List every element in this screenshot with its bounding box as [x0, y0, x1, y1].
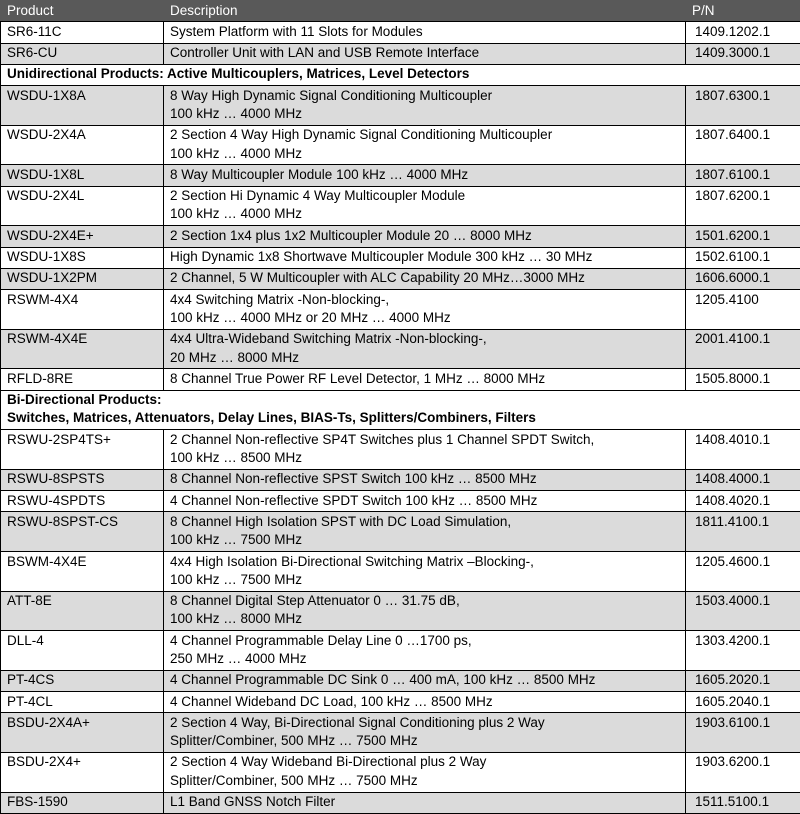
description-cell — [164, 247, 686, 268]
description-cell — [164, 125, 686, 165]
pn-cell: 1903.6200.1 — [686, 752, 800, 792]
table-body — [1, 22, 800, 814]
table-row — [1, 226, 800, 247]
table-row — [1, 552, 800, 592]
description-line: Switches, Matrices, Attenuators, Delay Lines, BIAS-Ts, Splitters/Combiners, Filters — [7, 409, 794, 427]
product-cell: WSDU-1X8S — [1, 247, 164, 268]
table-row — [1, 430, 800, 470]
table-row — [1, 43, 800, 64]
description-cell — [164, 268, 686, 289]
product-cell: WSDU-1X8A — [1, 86, 164, 126]
description-line: Splitter/Combiner, 500 MHz … 7500 MHz — [170, 772, 679, 790]
product-cell: WSDU-1X8L — [1, 165, 164, 186]
section-header-label — [1, 64, 800, 85]
description-line: 100 kHz … 4000 MHz — [170, 205, 679, 223]
table-row — [1, 469, 800, 490]
description-line: 2 Section 4 Way Wideband Bi-Directional plus 2 Way — [170, 753, 679, 771]
description-line: 8 Way Multicoupler Module 100 kHz … 4000 MHz — [170, 166, 679, 184]
table-row — [1, 369, 800, 390]
table-row — [1, 491, 800, 512]
product-cell: DLL-4 — [1, 631, 164, 671]
product-cell: BSDU-2X4A+ — [1, 713, 164, 753]
description-cell — [164, 86, 686, 126]
product-cell: ATT-8E — [1, 591, 164, 631]
pn-cell: 1408.4020.1 — [686, 491, 800, 512]
description-line: System Platform with 11 Slots for Modules — [170, 23, 679, 41]
pn-cell: 1408.4010.1 — [686, 430, 800, 470]
description-line: Unidirectional Products: Active Multicouplers, Matrices, Level Detectors — [7, 65, 794, 83]
pn-cell: 1409.1202.1 — [686, 22, 800, 43]
product-cell: PT-4CS — [1, 670, 164, 691]
description-cell — [164, 226, 686, 247]
product-cell: BSDU-2X4+ — [1, 752, 164, 792]
product-cell: PT-4CL — [1, 692, 164, 713]
table-row — [1, 512, 800, 552]
table-row — [1, 591, 800, 631]
product-cell: WSDU-2X4E+ — [1, 226, 164, 247]
description-cell — [164, 692, 686, 713]
pn-cell: 1807.6100.1 — [686, 165, 800, 186]
description-line: 8 Channel Digital Step Attenuator 0 … 31.75 dB, — [170, 592, 679, 610]
description-line: 2 Section 4 Way High Dynamic Signal Conditioning Multicoupler — [170, 126, 679, 144]
column-header-pn: P/N — [686, 1, 800, 22]
description-cell — [164, 469, 686, 490]
description-line: 2 Channel Non-reflective SP4T Switches plus 1 Channel SPDT Switch, — [170, 431, 679, 449]
table-row — [1, 329, 800, 369]
description-cell — [164, 290, 686, 330]
description-line: 4x4 Ultra-Wideband Switching Matrix -Non-blocking-, — [170, 330, 679, 348]
table-row — [1, 290, 800, 330]
section-header-row — [1, 64, 800, 85]
table-row — [1, 713, 800, 753]
description-cell — [164, 369, 686, 390]
pn-cell: 1811.4100.1 — [686, 512, 800, 552]
description-cell — [164, 22, 686, 43]
product-cell: RSWU-8SPSTS — [1, 469, 164, 490]
description-line: 4x4 Switching Matrix -Non-blocking-, — [170, 291, 679, 309]
description-line: 2 Section 1x4 plus 1x2 Multicoupler Module 20 … 8000 MHz — [170, 227, 679, 245]
product-cell: RSWM-4X4 — [1, 290, 164, 330]
description-line: 20 MHz … 8000 MHz — [170, 349, 679, 367]
description-line: 8 Channel High Isolation SPST with DC Load Simulation, — [170, 513, 679, 531]
product-cell: FBS-1590 — [1, 792, 164, 813]
pn-cell: 1205.4600.1 — [686, 552, 800, 592]
pn-cell: 1807.6400.1 — [686, 125, 800, 165]
table-row — [1, 692, 800, 713]
table-row — [1, 631, 800, 671]
description-cell — [164, 752, 686, 792]
description-line: 250 MHz … 4000 MHz — [170, 650, 679, 668]
description-line: 100 kHz … 8500 MHz — [170, 449, 679, 467]
product-cell: RSWU-8SPST-CS — [1, 512, 164, 552]
description-line: 4 Channel Non-reflective SPDT Switch 100 kHz … 8500 MHz — [170, 492, 679, 510]
description-line: Controller Unit with LAN and USB Remote Interface — [170, 44, 679, 62]
description-cell — [164, 430, 686, 470]
pn-cell: 1501.6200.1 — [686, 226, 800, 247]
description-line: 2 Section Hi Dynamic 4 Way Multicoupler Module — [170, 187, 679, 205]
description-line: 8 Channel True Power RF Level Detector, 1 MHz … 8000 MHz — [170, 370, 679, 388]
description-cell — [164, 165, 686, 186]
table-row — [1, 186, 800, 226]
description-line: 100 kHz … 4000 MHz — [170, 145, 679, 163]
section-header-row — [1, 390, 800, 430]
product-cell: BSWM-4X4E — [1, 552, 164, 592]
pn-cell: 1903.6100.1 — [686, 713, 800, 753]
description-cell — [164, 186, 686, 226]
pn-cell: 1408.4000.1 — [686, 469, 800, 490]
product-cell: RFLD-8RE — [1, 369, 164, 390]
description-cell — [164, 670, 686, 691]
description-cell — [164, 792, 686, 813]
product-cell: RSWU-2SP4TS+ — [1, 430, 164, 470]
description-line: 100 kHz … 8000 MHz — [170, 610, 679, 628]
pn-cell: 1205.4100 — [686, 290, 800, 330]
description-cell — [164, 552, 686, 592]
description-cell — [164, 631, 686, 671]
description-line: 8 Way High Dynamic Signal Conditioning Multicoupler — [170, 87, 679, 105]
description-line: 100 kHz … 4000 MHz — [170, 105, 679, 123]
section-header-label — [1, 390, 800, 430]
table-row — [1, 670, 800, 691]
table-row — [1, 86, 800, 126]
table-header — [1, 1, 800, 22]
pn-cell: 1807.6300.1 — [686, 86, 800, 126]
product-cell: SR6-11C — [1, 22, 164, 43]
pn-cell: 1807.6200.1 — [686, 186, 800, 226]
description-line: L1 Band GNSS Notch Filter — [170, 793, 679, 811]
pn-cell: 1511.5100.1 — [686, 792, 800, 813]
description-line: High Dynamic 1x8 Shortwave Multicoupler Module 300 kHz … 30 MHz — [170, 248, 679, 266]
description-line: 4 Channel Programmable Delay Line 0 …1700 ps, — [170, 632, 679, 650]
description-cell — [164, 329, 686, 369]
pn-cell: 1503.4000.1 — [686, 591, 800, 631]
description-line: 100 kHz … 4000 MHz or 20 MHz … 4000 MHz — [170, 309, 679, 327]
description-line: 2 Section 4 Way, Bi-Directional Signal Conditioning plus 2 Way — [170, 714, 679, 732]
description-cell — [164, 43, 686, 64]
column-header-product: Product — [1, 1, 164, 22]
description-line: 4 Channel Wideband DC Load, 100 kHz … 8500 MHz — [170, 693, 679, 711]
description-cell — [164, 512, 686, 552]
pn-cell: 1606.6000.1 — [686, 268, 800, 289]
table-row — [1, 247, 800, 268]
column-header-description: Description — [164, 1, 686, 22]
table-row — [1, 165, 800, 186]
product-cell: RSWM-4X4E — [1, 329, 164, 369]
pn-cell: 1409.3000.1 — [686, 43, 800, 64]
description-line: 4 Channel Programmable DC Sink 0 … 400 mA, 100 kHz … 8500 MHz — [170, 671, 679, 689]
description-line: 8 Channel Non-reflective SPST Switch 100 kHz … 8500 MHz — [170, 470, 679, 488]
description-line: 4x4 High Isolation Bi-Directional Switching Matrix –Blocking-, — [170, 553, 679, 571]
product-cell: WSDU-2X4L — [1, 186, 164, 226]
pn-cell: 1505.8000.1 — [686, 369, 800, 390]
product-cell: WSDU-2X4A — [1, 125, 164, 165]
pn-cell: 1303.4200.1 — [686, 631, 800, 671]
description-line: 100 kHz … 7500 MHz — [170, 531, 679, 549]
pn-cell: 1605.2040.1 — [686, 692, 800, 713]
description-cell — [164, 713, 686, 753]
pn-cell: 2001.4100.1 — [686, 329, 800, 369]
table-row — [1, 752, 800, 792]
description-line: Bi-Directional Products: — [7, 391, 794, 409]
table-row — [1, 125, 800, 165]
description-line: 100 kHz … 7500 MHz — [170, 571, 679, 589]
product-cell: SR6-CU — [1, 43, 164, 64]
product-cell: WSDU-1X2PM — [1, 268, 164, 289]
description-cell — [164, 491, 686, 512]
header-row — [1, 1, 800, 22]
table-row — [1, 792, 800, 813]
pn-cell: 1605.2020.1 — [686, 670, 800, 691]
description-cell — [164, 591, 686, 631]
product-cell: RSWU-4SPDTS — [1, 491, 164, 512]
pn-cell: 1502.6100.1 — [686, 247, 800, 268]
table-row — [1, 268, 800, 289]
description-line: 2 Channel, 5 W Multicoupler with ALC Capability 20 MHz…3000 MHz — [170, 269, 679, 287]
description-line: Splitter/Combiner, 500 MHz … 7500 MHz — [170, 732, 679, 750]
table-row — [1, 22, 800, 43]
